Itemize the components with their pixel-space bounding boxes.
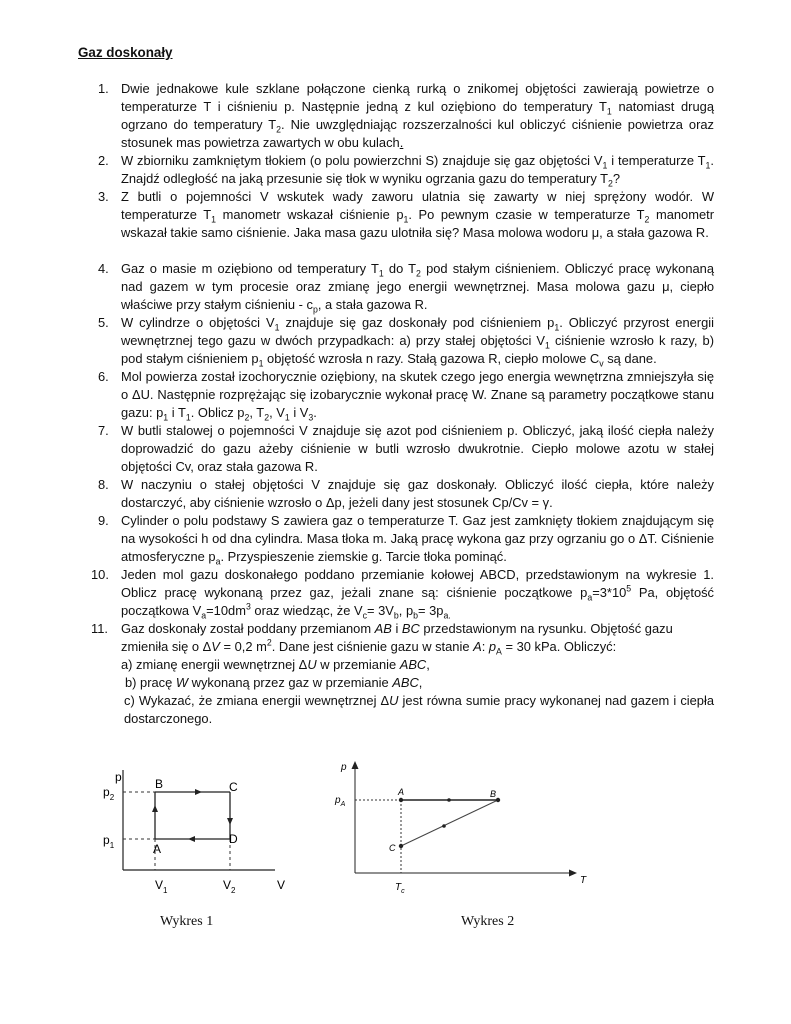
tick-label-pa: $p_A$: [335, 795, 346, 808]
problem-7: 7. W butli stalowej o pojemności V znajduje się azot pod ciśnieniem p. Obliczyć, jaką ilość ciepła należy doprowadzić do gazu ażeby ciśnienie w butli wzrosło dwukrotnie. Ciepło molowe azotu w stałej objętości Cv, oraz stała gazowa R.: [98, 423, 714, 474]
problem-number: 2.: [98, 153, 109, 168]
problem-10: 10. Jeden mol gazu doskonałego poddano przemianie kołowej ABCD, przedstawionym na wykresie 1. Oblicz pracę wykonaną przez gaz, jeżali znane są: ciśnienie początkowe $p_a=3*10^5$ Pa, objętość początkowa $V_a=10dm^3$ oraz wiedząc, że $V_c= 3V_b$, $p_b= 3p_{a.}$: [91, 567, 714, 621]
problem-list: [80, 80, 714, 728]
sub-question-a: a) zmianę energii wewnętrznej ΔU w przemianie ABC,: [121, 657, 430, 672]
marker-ab: [447, 798, 451, 802]
tick-label-p1: $p_1$: [103, 833, 115, 850]
tick-label-v1: $V_1$: [155, 878, 168, 895]
page-title: Gaz doskonały: [78, 45, 173, 60]
problem-number: 7.: [98, 423, 109, 438]
tick-label-p2: $p_2$: [103, 785, 115, 802]
problem-9: 9. Cylinder o polu podstawy S zawiera gaz o temperaturze T. Gaz jest zamknięty tłokiem znajdującym się na wysokości h od dna cylindra. Masa tłoka m. Jaką pracę wykona gaz przy ogrzaniu go o ΔT. Ciśnienie atmosferyczne $p_a$. Przyspieszenie ziemskie g. Tarcie tłoka pominąć.: [98, 513, 714, 567]
point-label-a: A: [153, 842, 162, 856]
caption-wykres-2: Wykres 2: [461, 914, 515, 929]
point-c: [399, 844, 403, 848]
problem-number: 3.: [98, 189, 109, 204]
chart-wykres-2: [325, 755, 590, 900]
problem-number: 10.: [91, 567, 109, 582]
segment-cb: [401, 800, 498, 846]
point-label-c: C: [229, 780, 238, 794]
sub-question-b: b) pracę W wykonaną przez gaz w przemianie ABC,: [125, 675, 423, 690]
problem-4: 4. Gaz o masie m oziębiono od temperatury $T_1$ do $T_2$ pod stałym ciśnieniem. Obliczyć pracę wykonaną nad gazem w tym procesie oraz zmianę jego energii wewnętrznej. Masa molowa gazu μ, ciepło właściwe przy stałym ciśnieniu - $c_p$, a stała gazowa R.: [98, 261, 714, 315]
problem-1: 1. Dwie jednakowe kule szklane połączone cienką rurką o znikomej objętości zawierają powietrze o temperaturze T i ciśnieniu p. Następnie jedną z kul oziębiono do temperatury $T_1$ natomiast drugą ogrzano do temperatury $T_2$. Nie uwzględniając rozszerzalności kul obliczyć ciśnienie powietrza oraz stosunek mas powietrza zawartych w obu kulach.: [98, 81, 714, 150]
sub-question-c: c) Wykazać, że zmiana energii wewnętrznej ΔU jest równa sumie pracy wykonanej nad gazem i ciepła dostarczonego.: [124, 693, 714, 726]
point-label-b: B: [490, 789, 497, 799]
problem-3: 3. Z butli o pojemności V wskutek wady zaworu ulatnia się zawarty w niej sprężony wodór. W temperaturze $T_1$ manometr wskazał ciśnienie $p_1$. Po pewnym czasie w temperaturze $T_2$ manometr wskazał takie samo ciśnienie. Jaka masa gazu ulotniła się? Masa molowa wodoru μ, a stała gazowa R.: [98, 189, 715, 240]
problem-number: 1.: [98, 81, 109, 96]
point-label-b: B: [155, 777, 164, 791]
problem-number: 9.: [98, 513, 109, 528]
chart-wykres-1: [95, 764, 305, 899]
tick-label-v2: $V_2$: [223, 878, 236, 895]
point-label-a: A: [398, 787, 405, 797]
problem-8: 8. W naczyniu o stałej objętości V znajduje się gaz doskonały. Obliczyć ilość ciepła, które należy dostarczyć, aby ciśnienie wzrosło o Δp, jeżeli dany jest stosunek Cp/Cv = γ.: [98, 477, 714, 510]
problem-2: 2. W zbiorniku zamkniętym tłokiem (o polu powierzchni S) znajduje się gaz objętości $V_1$ i temperaturze $T_1$. Znajdź odległość na jaką przesunie się tłok w wyniku ogrzania gazu do temperatury $T_2$?: [98, 153, 714, 189]
marker-cb: [442, 824, 446, 828]
point-label-c: C: [389, 843, 396, 853]
problem-11: 11. Gaz doskonały został poddany przemianom AB i BC przedstawionym na rysunku. Objętość gazu zmieniła się o ΔV = 0,2 $m^2$. Dane jest ciśnienie gazu w stanie A: $p_A = 30$ kPa. Obliczyć: a) zmianę energii wewnętrznej ΔU w przemianie ABC, b) pracę W wykonaną przez gaz w przemianie ABC, c) Wykazać, że zmiana energii wewnętrznej ΔU jest równa sumie pracy wykonanej nad gazem i ciepła dostarczonego.: [80, 620, 714, 728]
problem-number: 11.: [91, 621, 108, 636]
y-axis-label: p: [115, 770, 122, 784]
problem-number: 8.: [98, 477, 109, 492]
problem-6: 6. Mol powierza został izochorycznie oziębiony, na skutek czego jego energia wewnętrzna zmniejszyła się o ΔU. Następnie rozprężając się izobarycznie wykonał pracę W. Znane są parametry początkowe stanu gazu: $p_1$ i $T_1$. Oblicz $p_2$, $T_2$, $V_1$ i $V_3$.: [98, 369, 714, 423]
point-label-d: D: [229, 832, 238, 846]
caption-wykres-1: Wykres 1: [160, 914, 214, 929]
x-axis-label: T: [580, 875, 587, 886]
problem-number: 6.: [98, 369, 109, 384]
problem-number: 4.: [98, 261, 109, 276]
tick-label-tc: $T_c$: [395, 882, 405, 895]
x-axis-label: V: [277, 878, 286, 892]
point-b: [496, 798, 500, 802]
y-axis-label: p: [341, 762, 347, 773]
problem-5: 5. W cylindrze o objętości $V_1$ znajduje się gaz doskonały pod ciśnieniem $p_1$. Obliczyć przyrost energii wewnętrznej tego gazu w dwóch przypadkach: a) przy stałej objętości $V_1$ ciśnienie wzrosło k razy, b) pod stałym ciśnieniem $p_1$ objętość wzrosła n razy. Stałą gazowa R, ciepło molowe $C_v$ są dane.: [98, 315, 714, 369]
point-a: [399, 798, 403, 802]
problem-number: 5.: [98, 315, 109, 330]
